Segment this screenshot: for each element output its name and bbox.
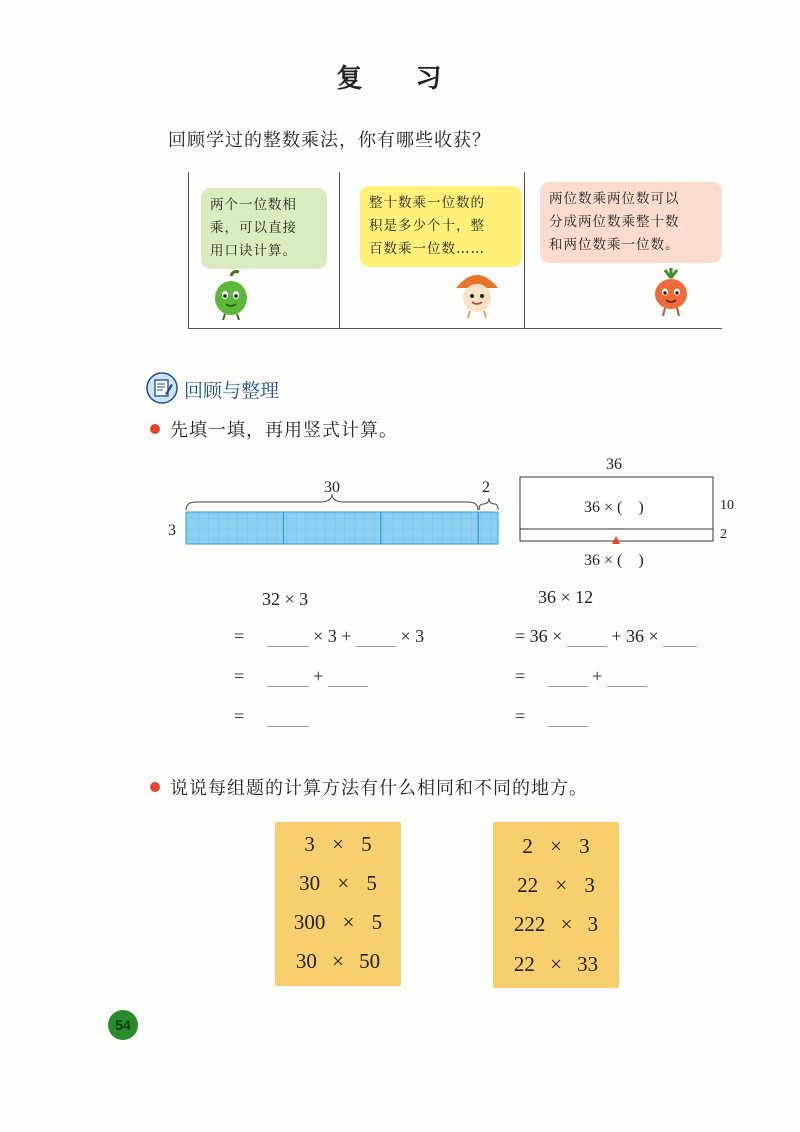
blank-field[interactable]	[356, 628, 396, 647]
blank-field[interactable]	[548, 668, 588, 687]
bubble-line: 两个一位数相	[210, 197, 297, 213]
blank-field[interactable]	[607, 668, 647, 687]
operator: +	[313, 666, 324, 686]
card-row: 22 × 33	[513, 952, 599, 976]
pepper-mascot-icon	[209, 270, 253, 320]
speech-bubble-1	[201, 188, 327, 269]
equals-sign: =	[234, 706, 245, 726]
equals-sign: =	[515, 706, 526, 726]
blank-field[interactable]	[328, 668, 368, 687]
blank-field[interactable]	[267, 708, 309, 727]
exercise-card-right	[493, 822, 619, 988]
panel-tens	[338, 172, 525, 329]
blank-field[interactable]	[567, 628, 607, 647]
blank-field[interactable]	[267, 668, 309, 687]
calc-left-line1	[234, 626, 424, 647]
rect-below-expression: 36 × ( )	[584, 552, 644, 569]
bullet-dot	[150, 782, 160, 792]
page-title: 复 习	[336, 64, 464, 94]
calc-right-line2	[515, 666, 647, 687]
bubble-line: 两位数乘两位数可以	[549, 191, 680, 207]
calc-right-line1	[515, 626, 697, 647]
panel-two-digit	[524, 172, 722, 329]
card-row: 30 × 5	[299, 871, 377, 895]
card-row: 22 × 3	[517, 873, 595, 897]
rect-label-10: 10	[720, 498, 734, 513]
section-title: 回顾与整理	[184, 380, 280, 402]
rect-inner-expression: 36 × ( )	[584, 499, 644, 516]
rect-label-2: 2	[720, 527, 727, 542]
panel-single-digit	[188, 172, 340, 329]
blank-field[interactable]	[548, 708, 588, 727]
operator: × 3 +	[313, 626, 352, 646]
calc-right-header: 36 × 12	[538, 587, 594, 607]
equals-sign: =	[234, 666, 245, 686]
question-fill-in: 先填一填，再用竖式计算。	[170, 420, 398, 441]
calc-left-line2	[234, 666, 368, 687]
card-row: 222 × 3	[513, 912, 599, 936]
grid-label-30: 30	[324, 479, 340, 496]
grid-label-3: 3	[168, 522, 176, 539]
bubble-line: 积是多少个十，整	[369, 218, 485, 234]
notebook-pencil-icon	[146, 372, 178, 404]
card-row: 300 × 5	[293, 910, 383, 934]
card-row: 2 × 3	[522, 834, 590, 858]
bubble-line: 乘，可以直接	[210, 220, 297, 236]
grid-label-2: 2	[482, 479, 490, 496]
calc-left-header: 32 × 3	[262, 589, 309, 609]
bubble-line: 百数乘一位数……	[369, 241, 485, 257]
bubble-line: 用口诀计算。	[210, 243, 297, 259]
rect-label-top: 36	[606, 456, 622, 473]
bubble-line: 整十数乘一位数的	[369, 195, 485, 211]
speech-bubble-2	[360, 186, 522, 267]
speech-bubble-3	[540, 182, 722, 263]
card-row: 3 × 5	[304, 832, 372, 856]
calc-left-line3	[234, 706, 309, 727]
speech-panels	[188, 172, 722, 328]
card-row: 30 × 50	[295, 949, 381, 973]
bubble-line: 分成两位数乘整十数	[549, 214, 680, 230]
equals-sign: =	[515, 626, 526, 646]
exercise-card-left	[275, 822, 401, 986]
page-number: 54	[108, 1010, 138, 1040]
bubble-line: 和两位数乘一位数。	[549, 237, 680, 253]
tomato-mascot-icon	[648, 266, 694, 316]
operator: × 3	[400, 626, 425, 646]
operator: 36 ×	[529, 626, 563, 646]
equals-sign: =	[234, 626, 245, 646]
intro-question: 回顾学过的整数乘法，你有哪些收获？	[168, 130, 491, 151]
question-compare: 说说每组题的计算方法有什么相同和不同的地方。	[170, 778, 588, 799]
blank-field[interactable]	[267, 628, 309, 647]
operator: +	[592, 666, 603, 686]
mushroom-mascot-icon	[452, 266, 502, 318]
equals-sign: =	[515, 666, 526, 686]
calc-right-line3	[515, 706, 588, 727]
operator: + 36 ×	[611, 626, 659, 646]
blank-field[interactable]	[663, 628, 697, 647]
bullet-dot	[150, 424, 160, 434]
